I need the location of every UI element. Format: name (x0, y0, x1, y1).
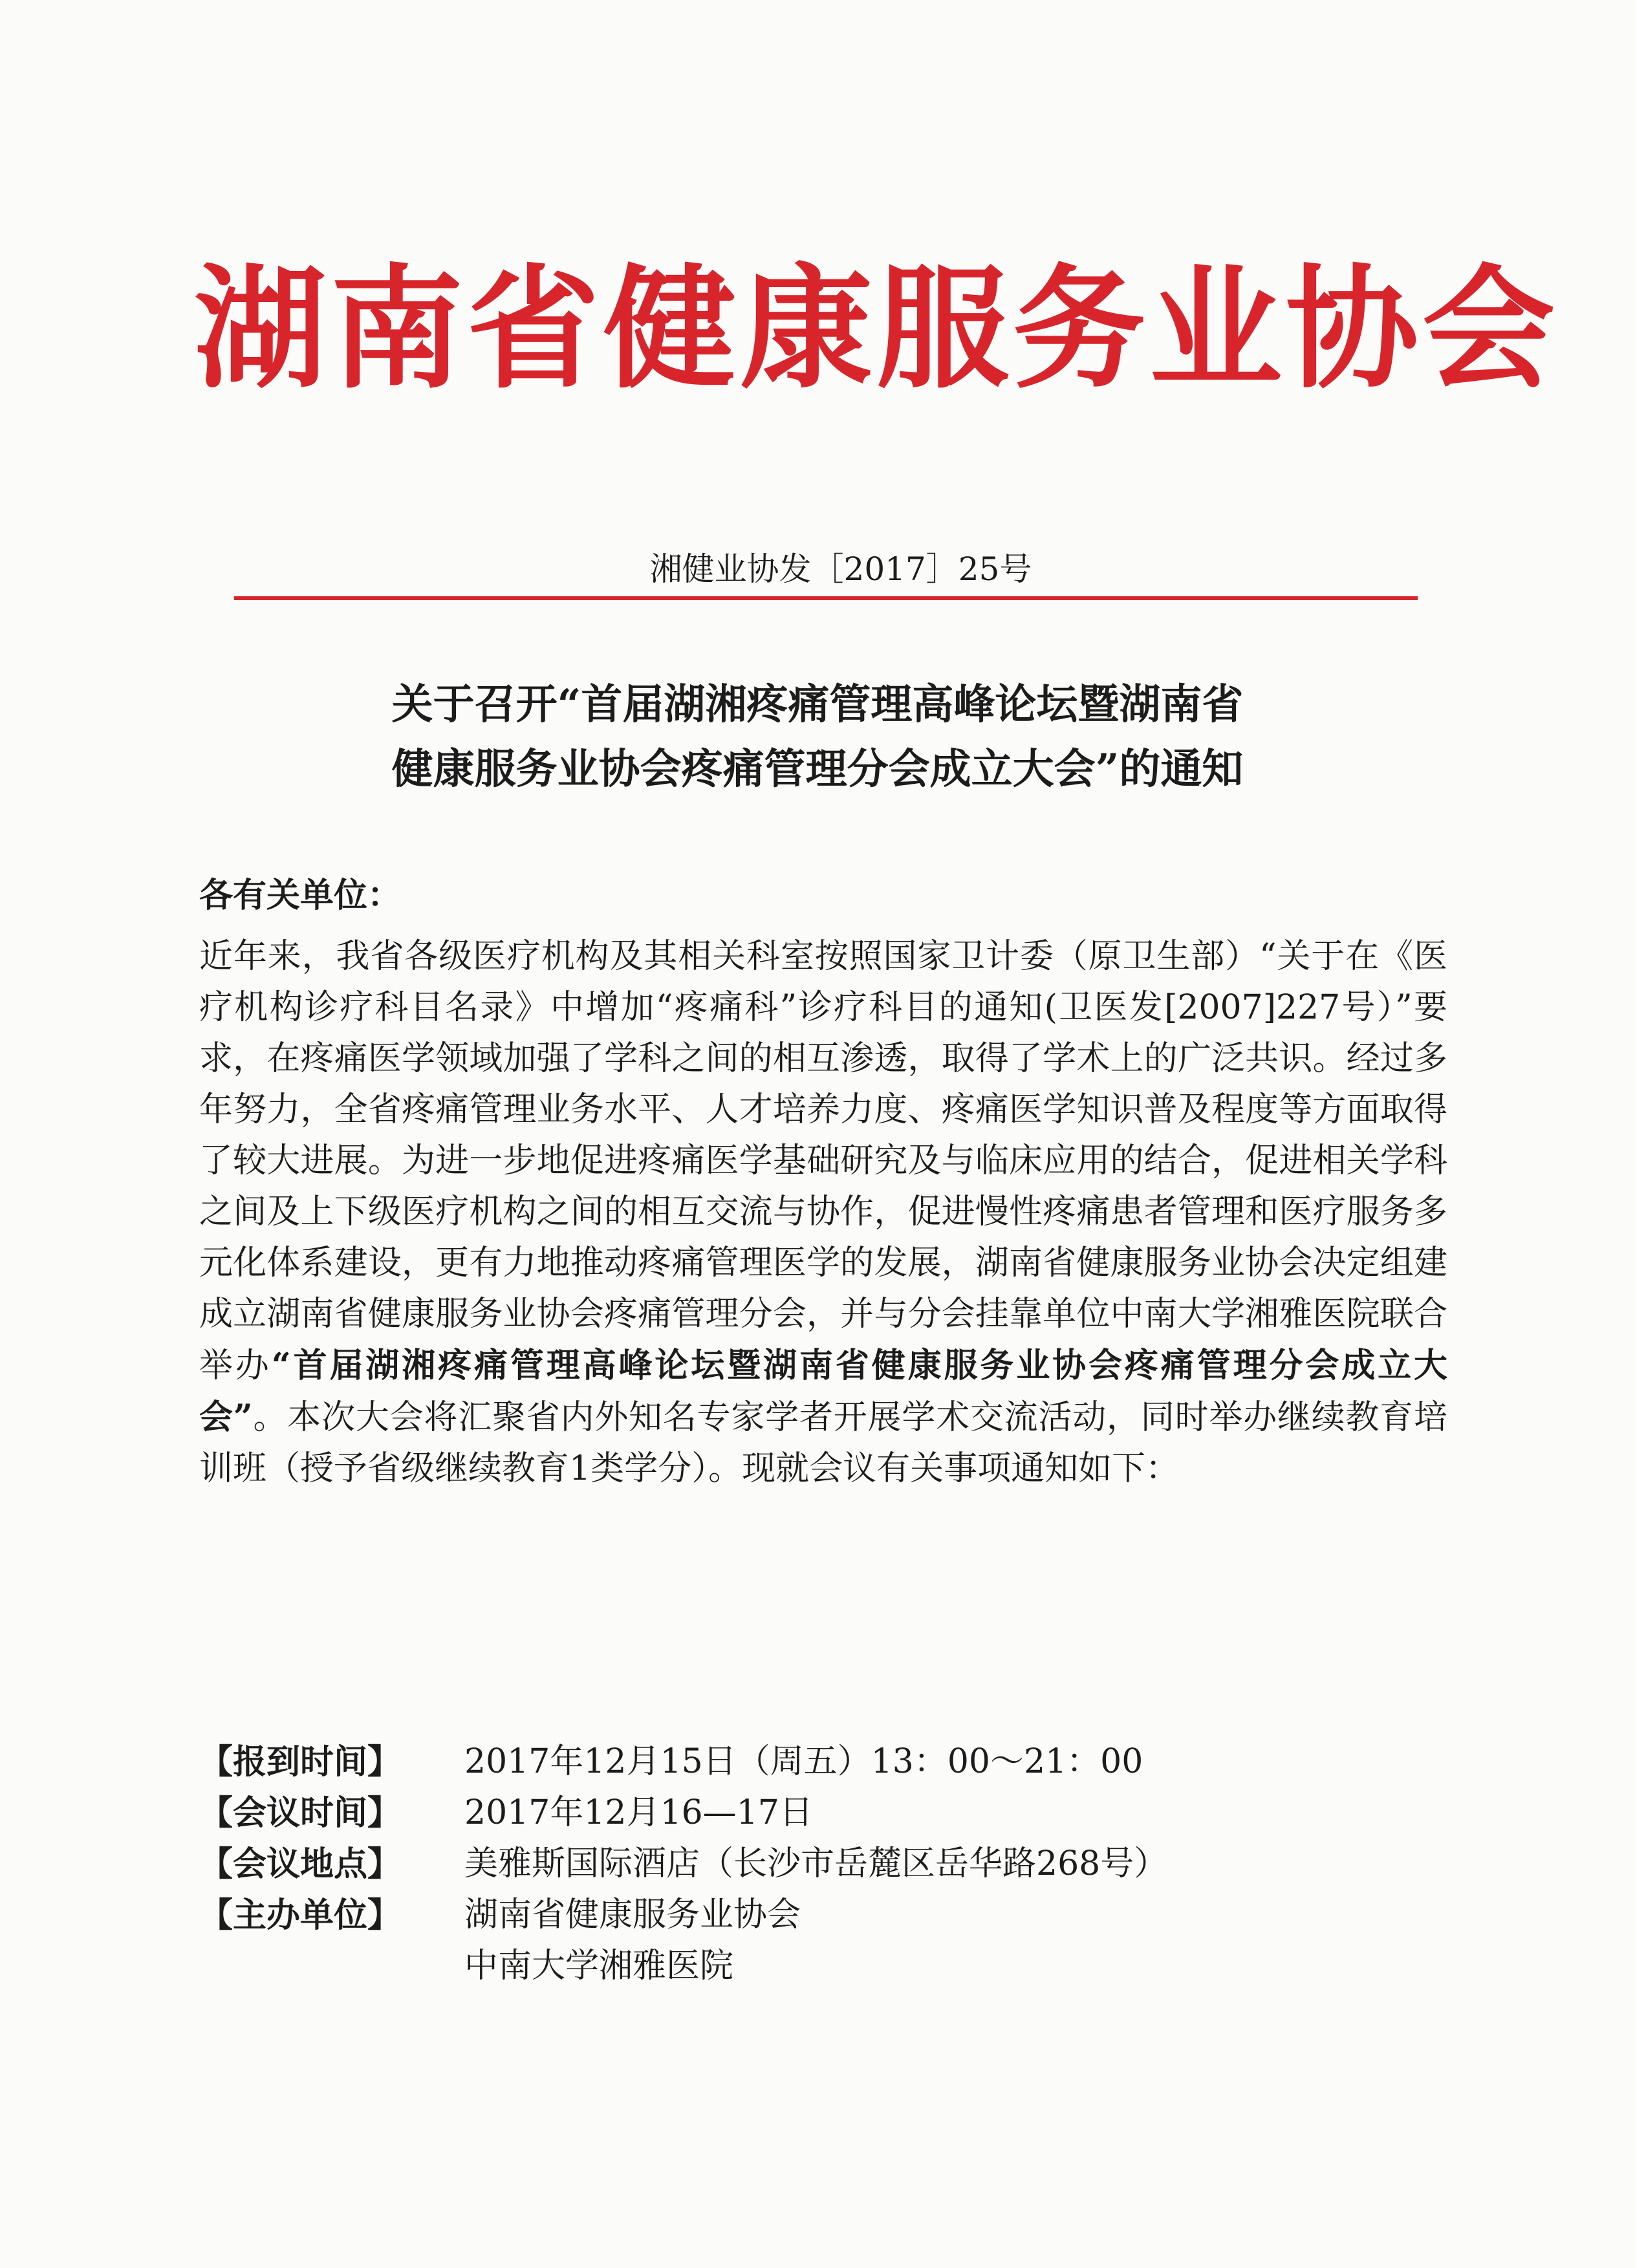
info-value: 湖南省健康服务业协会 (464, 1895, 801, 1934)
notice-title (194, 673, 1441, 802)
body-event-name: “首届湖湘疼痛管理高峰论坛暨湖南省健康服务业协会疼痛管理分会成立大会” (199, 1346, 1447, 1437)
info-row-organizers (199, 1890, 1447, 1992)
letterhead-red-divider (234, 596, 1418, 600)
info-row-meeting-venue (199, 1839, 1447, 1890)
info-label: 【报到时间】 (199, 1742, 402, 1782)
salutation: 各有关单位： (199, 876, 402, 915)
info-label: 【主办单位】 (199, 1895, 402, 1935)
organization-letterhead-title: 湖南省健康服务业协会 (194, 253, 1559, 407)
notice-body-paragraph (199, 931, 1447, 1495)
info-value-group (464, 1890, 1447, 1992)
body-text-part-2: 。本次大会将汇聚省内外知名专家学者开展学术交流活动，同时举办继续教育培训班（授予省级继续教育1类学分）。现就会议有关事项通知如下： (199, 1398, 1447, 1488)
notice-title-line-2: 健康服务业协会疼痛管理分会成立大会”的通知 (391, 745, 1244, 794)
notice-title-line-1: 关于召开“首届湖湘疼痛管理高峰论坛暨湖南省 (391, 680, 1244, 729)
info-row-meeting-time (199, 1787, 1447, 1839)
document-number: 湘健业协发［2017］25号 (649, 550, 1032, 588)
body-text-part-1: 近年来，我省各级医疗机构及其相关科室按照国家卫计委（原卫生部）“关于在《医疗机构诊疗科目名录》中增加“疼痛科”诊疗科目的通知(卫医发[2007]227号）”要求，在疼痛医学领域加强了学科之间的相互渗透，取得了学术上的广泛共识。经过多年努力，全省疼痛管理业务水平、人才培养力度、疼痛医学知识普及程度等方面取得了较大进展。为进一步地促进疼痛医学基础研究及与临床应用的结合，促进相关学科之间及上下级医疗机构之间的相互交流与协作，促进慢性疼痛患者管理和医疗服务多元化体系建设，更有力地推动疼痛管理医学的发展，湖南省健康服务业协会决定组建成立湖南省健康服务业协会疼痛管理分会，并与分会挂靠单位中南大学湘雅医院联合举办 (199, 937, 1447, 1385)
meeting-info-list (199, 1736, 1447, 1992)
info-value: 美雅斯国际酒店（长沙市岳麓区岳华路268号） (464, 1844, 1168, 1883)
info-value: 2017年12月16—17日 (464, 1793, 813, 1832)
info-value-second: 中南大学湘雅医院 (464, 1947, 734, 1985)
info-value: 2017年12月15日（周五）13：00～21：00 (464, 1742, 1143, 1781)
info-label: 【会议时间】 (199, 1793, 402, 1833)
info-label: 【会议地点】 (199, 1844, 402, 1884)
info-row-registration-time (199, 1736, 1447, 1787)
